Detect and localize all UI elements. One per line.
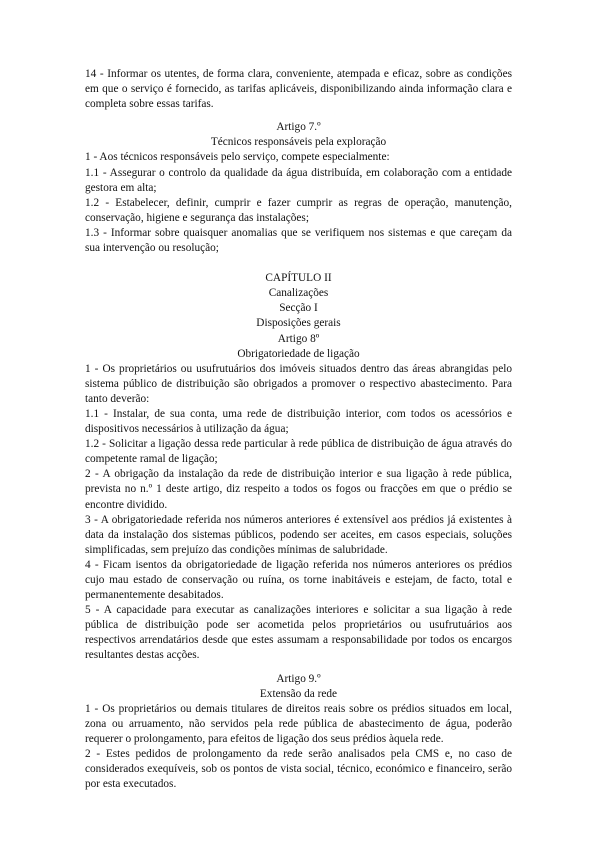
article-8-subtitle: Obrigatoriedade de ligação [237, 347, 360, 360]
article-7-item-1-1: 1.1 - Assegurar o controlo da qualidade da água distribuída, em colaboração com a entidade gestora em alta; [85, 166, 512, 194]
document-page [85, 67, 512, 792]
article-7-item-1-2: 1.2 - Estabelecer, definir, cumprir e fazer cumprir as regras de operação, manutenção, conservação, higiene e segurança das instalações; [85, 196, 512, 224]
article-9-item-2: 2 - Estes pedidos de prolongamento da rede serão analisados pela CMS e, no caso de considerados exequíveis, sob os pontos de vista social, técnico, económico e financeiro, serão por esta executados. [85, 748, 512, 791]
article-8-title: Artigo 8º [277, 332, 320, 345]
article-8-item-4: 4 - Ficam isentos da obrigatoriedade de ligação referida nos números anteriores os prédios cujo mau estado de conservação ou ruína, os torne inabitáveis e estejam, de facto, total e permanentemente desabitados. [85, 558, 512, 602]
chapter-title: Canalizações [268, 287, 329, 300]
section-heading: Secção I [279, 302, 318, 315]
article-8-item-2: 2 - A obrigação da instalação da rede de distribuição interior e sua ligação à rede pública, prevista no n.º 1 deste artigo, diz respeito a todos os fogos ou fracções em que o prédio se encontre dividido. [85, 468, 512, 511]
article-9-title: Artigo 9.º [276, 672, 321, 685]
article-7-subtitle: Técnicos responsáveis pela exploração [210, 136, 387, 149]
article-9-subtitle: Extensão da rede [259, 687, 338, 700]
article-7-title: Artigo 7.º [276, 121, 321, 134]
chapter-heading: CAPÍTULO II [265, 272, 332, 285]
article-9-item-1: 1 - Os proprietários ou demais titulares de direitos reais sobre os prédios situados em local, zona ou arruamento, não servidos pela rede pública de abastecimento de água, poderão requerer o prolongamento, para efeitos de ligação dos seus prédios àquela rede. [85, 702, 512, 745]
article-7-item-1: 1 - Aos técnicos responsáveis pelo serviço, compete especialmente: [85, 151, 390, 164]
article-7-item-1-3: 1.3 - Informar sobre quaisquer anomalias que se verifiquem nos sistemas e que careçam da sua intervenção ou resolução; [85, 226, 512, 255]
article-8-item-1: 1 - Os proprietários ou usufrutuários dos imóveis situados dentro das áreas abrangidas pelo sistema público de distribuição são obrigados a promover o respectivo abastecimento. Para tanto deverão: [85, 362, 512, 405]
section-title: Disposições gerais [256, 317, 341, 330]
article-8-item-5: 5 - A capacidade para executar as canalizações interiores e solicitar a sua ligação à rede pública de distribuição pode ser acometida pelos proprietários ou usufrutuários aos respectivos arrendatários desde que estes assumam a responsabilidade por todos os encargos resultantes destas acções. [85, 604, 512, 662]
article-8-item-1-2: 1.2 - Solicitar a ligação dessa rede particular à rede pública de distribuição de água através do competente ramal de ligação; [85, 438, 512, 466]
article-8-item-3: 3 - A obrigatoriedade referida nos números anteriores é extensível aos prédios já existentes à data da instalação dos sistemas públicos, podendo ser aceites, em casos especiais, soluções simplificadas, sem prejuízo das condições mínimas de salubridade. [85, 513, 512, 556]
article-8-item-1-1: 1.1 - Instalar, de sua conta, uma rede de distribuição interior, com todos os acessórios e dispositivos necessários à utilização da água; [85, 407, 512, 436]
paragraph-item-14: 14 - Informar os utentes, de forma clara, conveniente, atempada e eficaz, sobre as condições em que o serviço é fornecido, as tarifas aplicáveis, disponibilizando ainda informação clara e completa sobre essas tarifas. [85, 68, 512, 111]
